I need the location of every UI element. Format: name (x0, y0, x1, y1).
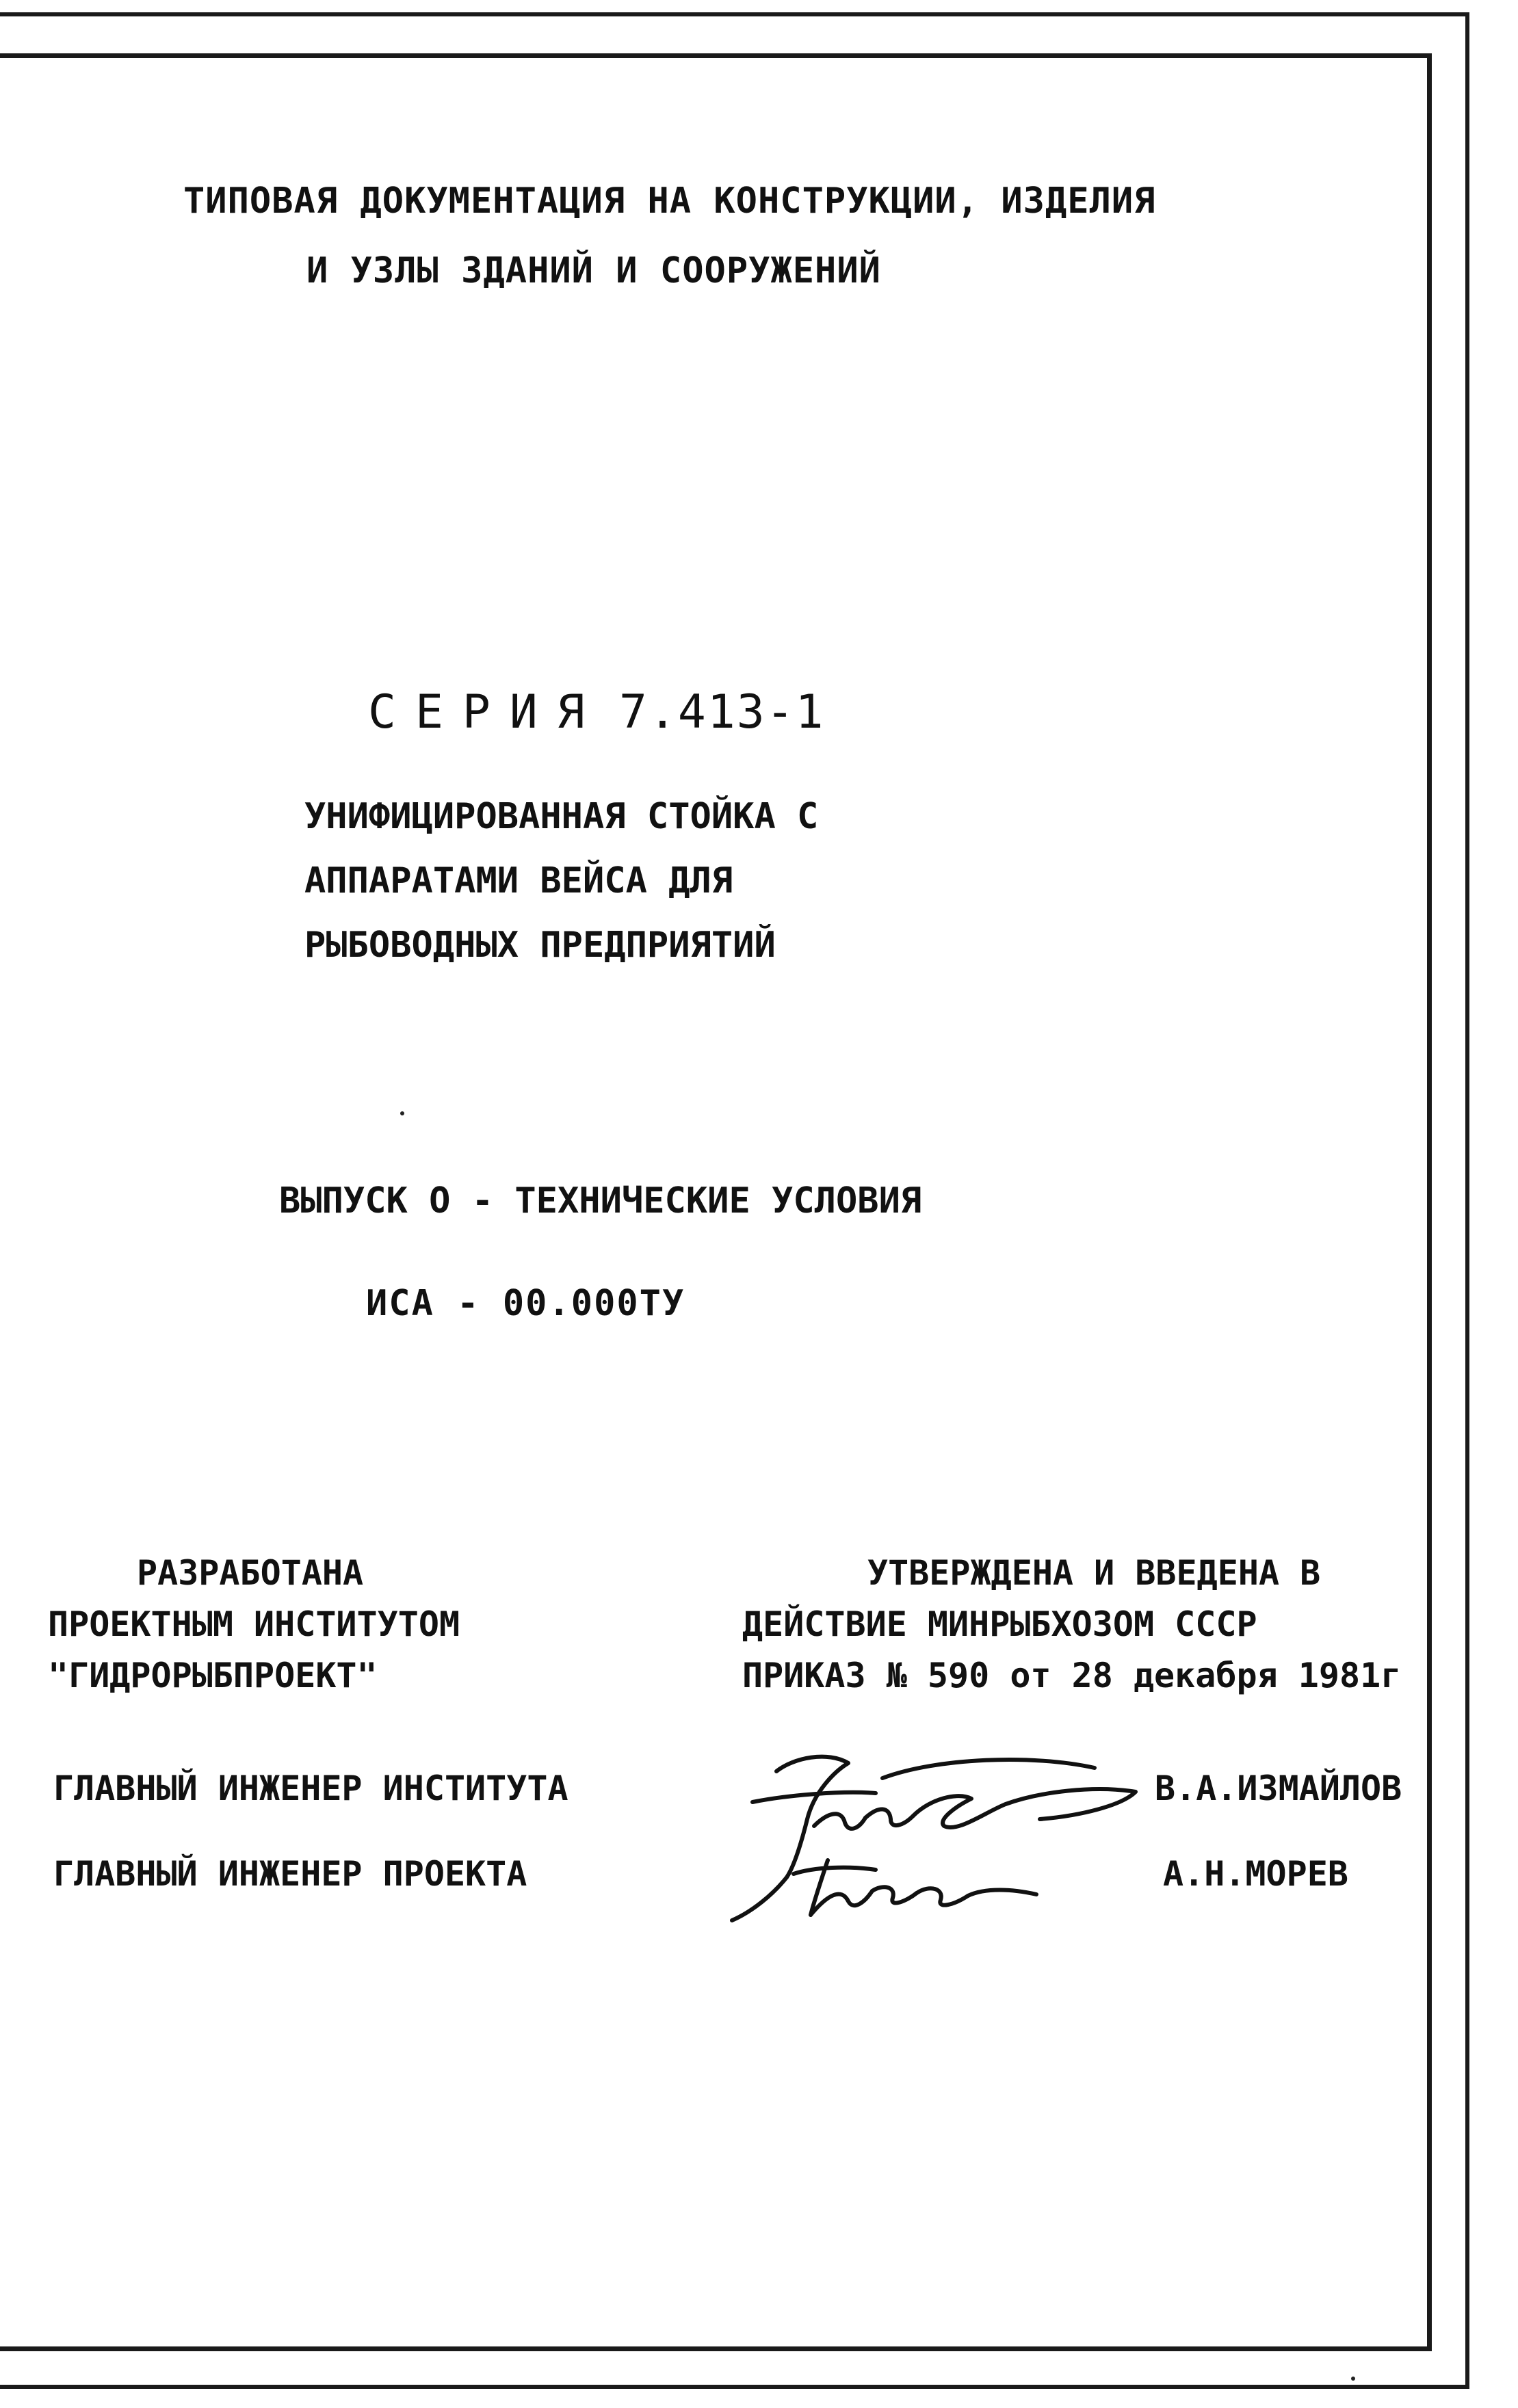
approved-line-2: ДЕЙСТВИЕ МИНРЫБХОЗОМ СССР (742, 1604, 1257, 1644)
header-line-2: И УЗЛЫ ЗДАНИЙ И СООРУЖЕНИЙ (306, 250, 881, 291)
issue-label: ВЫПУСК О - ТЕХНИЧЕСКИЕ УСЛОВИЯ (279, 1180, 922, 1221)
series-label: СЕРИЯ (368, 685, 604, 739)
header-line-1: ТИПОВАЯ ДОКУМЕНТАЦИЯ НА КОНСТРУКЦИИ, ИЗДЕЛИЯ (183, 181, 1156, 222)
approved-line-1: УТВЕРЖДЕНА И ВВЕДЕНА В (867, 1553, 1321, 1593)
title-line-2: АППАРАТАМИ ВЕЙСА ДЛЯ (304, 860, 733, 901)
signatory-name-izmailov: В.А.ИЗМАЙЛОВ (1155, 1769, 1402, 1808)
signatory-role-chief-project: ГЛАВНЫЙ ИНЖЕНЕР ПРОЕКТА (53, 1854, 527, 1894)
signature-morev (773, 1847, 1047, 1929)
signatory-role-chief-institute: ГЛАВНЫЙ ИНЖЕНЕР ИНСТИТУТА (53, 1769, 568, 1808)
developed-line-3: "ГИДРОРЫБПРОЕКТ" (48, 1656, 378, 1695)
approved-line-3: ПРИКАЗ № 590 от 28 декабря 1981г (742, 1656, 1402, 1695)
developed-line-2: ПРОЕКТНЫМ ИНСТИТУТОМ (48, 1604, 460, 1644)
signatory-name-morev: А.Н.МОРЕВ (1163, 1854, 1348, 1894)
series-number: 7.413-1 (619, 685, 825, 739)
title-line-1: УНИФИЦИРОВАННАЯ СТОЙКА С (304, 796, 819, 837)
scan-speck (400, 1111, 404, 1115)
title-line-3: РЫБОВОДНЫХ ПРЕДПРИЯТИЙ (304, 925, 776, 966)
developed-line-1: РАЗРАБОТАНА (137, 1553, 364, 1593)
scan-speck-bottom (1351, 2377, 1355, 2381)
document-code: ИСА - 00.000ТУ (366, 1283, 685, 1324)
